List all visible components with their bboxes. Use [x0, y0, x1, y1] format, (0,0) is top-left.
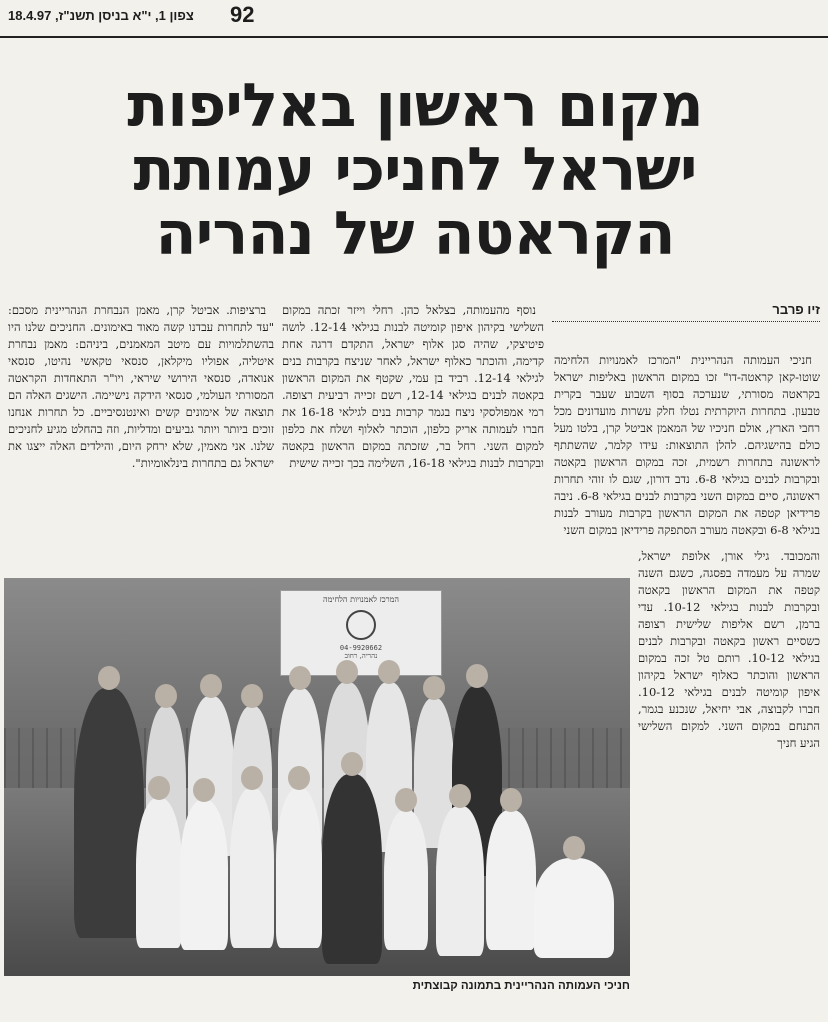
karateka-head	[336, 660, 358, 684]
karateka-head	[466, 664, 488, 688]
banner-emblem-icon	[346, 610, 376, 640]
karateka-head	[193, 778, 215, 802]
karateka-figure	[384, 810, 428, 950]
article-column-3	[8, 302, 274, 552]
issue-date-line: צפון 1, י"א בניסן תשנ"ז, 18.4.97	[8, 8, 194, 23]
article-text-1: חניכי העמותה הנהריינית "המרכז לאמנויות הלחימה שוטו-קאן קראטה-דו" זכו במקום הראשון באליפות ישראל בקראטה מסורתי, שנערכה בסוף השבוע שעבר בקרית טבעון. בתחרות היוקרתית נטלו חלק עשרות מועדונים מכל רחבי הארץ, אולם חניכיו של המאמן אביטל קרן, בלטו מעל כולם בהישגיהם. להלן התוצאות: עידו קלמר, שהשתתף לראשונה בתחרות רשמית, זכה במקום הראשון בקאטה ובקרבות לבנים בגילאי 6-8. נדב דורון, שגם לו זוהי תחרות ראשונה, סיים במקום השני בקרבות לבנים בגילאי 6-8. ניבה פרידיאן קטפה את המקום הראשון בקרבות מעורב לבנות בגילאי 6-8 ובקאטה מעורב הסתפקה פרידיאן במקום השני	[554, 353, 820, 537]
page-number: 92	[230, 2, 255, 27]
karateka-head	[500, 788, 522, 812]
article-column-2	[282, 302, 544, 552]
headline	[40, 71, 790, 269]
karateka-head	[241, 766, 263, 790]
headline-line-3: הקראטה של נהריה	[155, 199, 675, 269]
article-column-1-continued	[638, 548, 820, 1004]
headline-line-2: ישראל לחניכי עמותת	[133, 135, 697, 205]
photo-caption: חניכי העמותה הנהריינית בתמונה קבוצתית	[412, 980, 630, 992]
banner-title: המרכז לאמנויות הלחימה	[323, 595, 399, 604]
karateka-head	[341, 752, 363, 776]
karateka-head	[155, 684, 177, 708]
article-column-1	[554, 352, 820, 548]
article-text-1-continued: והמכובד. גילי אורן, אלופת ישראל, שמרה על מעמדה בפסגה, כשגם השנה קטפה את המקום הראשון בקאטה ובקרבות לבנות בגילאי 10-12. עדי ברמן, רשם אליפות שלישית רצופה כשסיים ראשון בקאטה ובקרבות לבנים בגילאי 10-12. רותם טל זכה במקום הראשון והוכתר כאלוף ישראל בקיהון איפון קומיטה לבנים בגילאי 10-12. חברו לקבוצה, אבי יחיאל, שנכנע בגמר, התנחם במקום השני. למקום השלישי הגיע חניך	[638, 549, 820, 750]
banner-phone: 04-9920662	[339, 644, 383, 652]
karateka-head	[378, 660, 400, 684]
article-text-2: נוסף מהעמותה, בצלאל כהן. רחלי וייזר זכתה במקום השלישי בקיהון איפון קומיטה לבנות בגילאי 12-14. לושה פיטיצקי, שהיה סגן אלוף ישראל, התקדם דרגה אחת קדימה, והוכתר כאלוף ישראל, לאחר שניצח בקרבות בנים לגילאי 12-14. רביד בן עמי, שקטף את המקום הראשון בקאטה לבנים בגילאי 12-14, רשם זכייה רביעית רצופה. רמי אמפולסקי ניצח בגמר קרבות בנים לגילאי 16-18 את חברו לעמותה אריק כלפון, הוכתר לאלוף ושלח את כלפון למקום השני. רחל בר, שזכתה במקום הראשון בקאטה ובקרבות לבנות בגילאי 16-18, השלימה בכך זכייה שישית	[282, 303, 544, 470]
karateka-figure	[436, 806, 484, 956]
karateka-figure	[74, 688, 144, 938]
karateka-head	[241, 684, 263, 708]
club-banner	[280, 590, 442, 676]
karateka-figure	[322, 774, 382, 964]
karateka-head	[449, 784, 471, 808]
banner-city: נהריה, רחוב	[344, 652, 378, 660]
karateka-head	[563, 836, 585, 860]
karateka-figure	[534, 858, 614, 958]
karateka-figure	[180, 800, 228, 950]
headline-line-1: מקום ראשון באליפות	[127, 71, 703, 141]
karateka-head	[423, 676, 445, 700]
karateka-head	[148, 776, 170, 800]
karateka-figure	[276, 788, 322, 948]
byline: זיו פרבר	[552, 302, 820, 322]
karateka-head	[200, 674, 222, 698]
page-header	[0, 0, 828, 38]
karateka-figure	[486, 810, 536, 950]
group-photo	[4, 578, 630, 976]
karateka-head	[395, 788, 417, 812]
article-text-3: ברציפות. אביטל קרן, מאמן הנבחרת הנהריינית מסכם: "עד לתחרות עבדנו קשה מאוד באימונים. החניכים שלנו היו בהשתלמויות עם מיטב המאמנים, ביניהם: מאמן נבחרת איטליה, אפוליו מיקלאן, סנסאי טקאשי נהיטו, סנסאי אנואדה, סנסאי הירושי שיראי, ויו"ר התאחדות הקראטה המסורתי העולמי, סנסאי הידקה נישיימה. הישגים האלה הם תוצאה של אימונים קשים ואינטנסיביים. כל תחרות אנחנו זוכים ביותר ויותר גביעים ומדליות, וזה בהחלט מגיע לחניכים שלנו. אני מאמין, שלא ירחק היום, והילדים האלה ייצגו את ישראל גם בתחרות בינלאומיות".	[8, 303, 274, 470]
karateka-head	[288, 766, 310, 790]
karateka-figure	[136, 798, 182, 948]
karateka-head	[98, 666, 120, 690]
karateka-figure	[230, 788, 274, 948]
karateka-head	[289, 666, 311, 690]
